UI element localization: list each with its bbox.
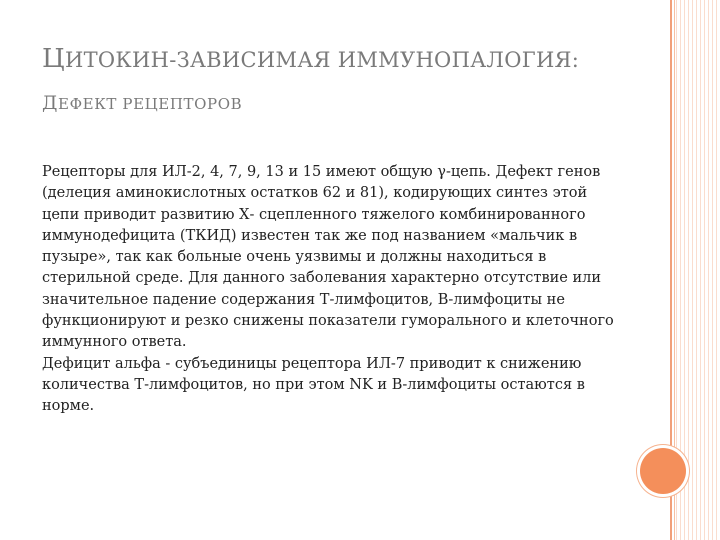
title-line-2-rest: ЕФЕКТ РЕЦЕПТОРОВ [58, 95, 243, 113]
body-paragraph-2: Дефицит альфа - субъединицы рецептора ИЛ-7 приводит к снижению количества Т-лимфоцитов, но при этом NK и В-лимфоциты остаются в норме. [42, 355, 585, 415]
title-line-2 [42, 89, 642, 118]
title-line-2-cap: Д [42, 92, 59, 114]
title-line-1 [42, 44, 642, 75]
title-line-1-rest: ИТОКИН-ЗАВИСИМАЯ ИММУНОПАЛОГИЯ: [64, 48, 580, 72]
body-paragraph-1: Рецепторы для ИЛ-2, 4, 7, 9, 13 и 15 имеют общую γ-цепь. Дефект генов (делеция аминокислотных остатков 62 и 81), кодирующих синтез этой цепи приводит развитию Х- сцепленного тяжелого комбинированного иммунодефицита (ТКИД) известен так же под названием «мальчик в пузыре», так как больные очень уязвимы и должны находиться в стерильной среде. Для данного заболевания характерно отсутствие или значительное падение содержания Т-лимфоцитов, В-лимфоциты не функционируют и резко снижены показатели гуморального и клеточного иммунного ответа. [42, 164, 614, 351]
slide-body [42, 162, 622, 418]
slide-title [42, 44, 642, 118]
title-line-1-cap: Ц [42, 44, 65, 74]
decorative-circle [640, 448, 686, 494]
